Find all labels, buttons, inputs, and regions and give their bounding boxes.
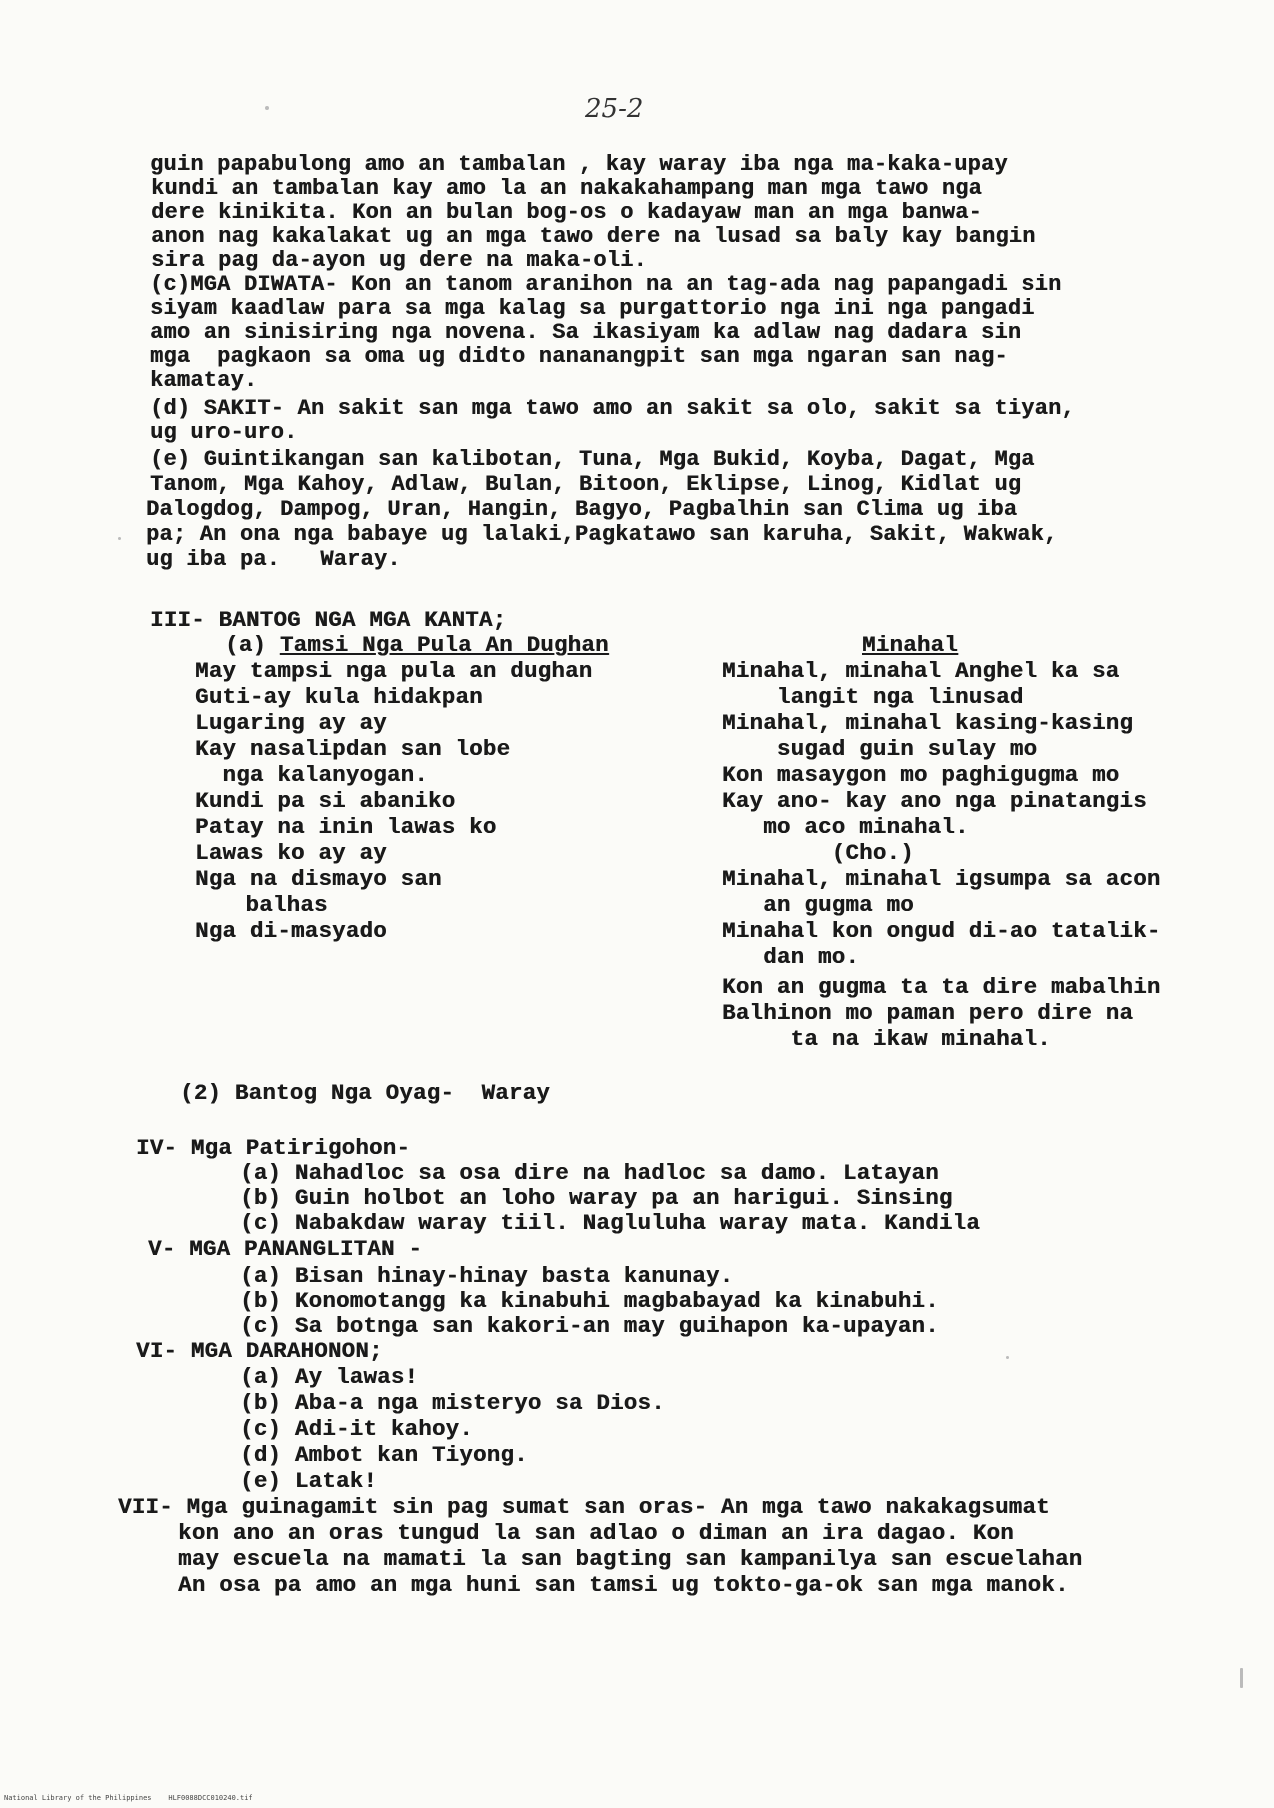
- song-b-line: langit nga linusad: [722, 684, 1024, 710]
- song-a-title-text: Tamsi Nga Pula An Dughan: [279, 632, 609, 658]
- song-b-title: Minahal: [862, 632, 958, 658]
- expression-item: (b) Aba-a nga misteryo sa Dios.: [240, 1390, 665, 1416]
- song-a-line: Guti-ay kula hidakpan: [195, 684, 483, 710]
- song-b-line: sugad guin sulay mo: [722, 736, 1038, 762]
- song-a-line: Patay na inin lawas ko: [195, 814, 497, 840]
- song-a-line: Kundi pa si abaniko: [195, 788, 456, 814]
- expressions-heading: VI- MGA DARAHONON;: [136, 1338, 383, 1364]
- song-b-line: mo aco minahal.: [722, 814, 969, 840]
- riddle-item: (a) Nahadloc sa osa dire na hadloc sa damo. Latayan: [240, 1160, 939, 1186]
- song-a-line: balhas: [218, 892, 328, 918]
- paragraph-line: mga pagkaon sa oma ug didto nananangpit san mga ngaran san nag-: [150, 344, 1008, 369]
- paragraph-line: ug iba pa. Waray.: [146, 547, 401, 572]
- expression-item: (e) Latak!: [240, 1468, 378, 1494]
- paragraph-line: sira pag da-ayon ug dere na maka-oli.: [151, 248, 647, 273]
- paragraph-line: Tanom, Mga Kahoy, Adlaw, Bulan, Bitoon, Eklipse, Linog, Kidlat ug: [150, 472, 1022, 497]
- paragraph-line: amo an sinisiring nga novena. Sa ikasiyam ka adlaw nag dadara sin: [150, 320, 1022, 345]
- song-a-line: Lawas ko ay ay: [195, 840, 387, 866]
- scan-speck: [1006, 1356, 1009, 1359]
- song-a-line: Nga di-masyado: [195, 918, 387, 944]
- scan-speck: [1240, 1668, 1243, 1688]
- paragraph-line: siyam kaadlaw para sa mga kalag sa purgattorio nga ini nga pangadi: [150, 296, 1035, 321]
- scan-speck: [118, 537, 121, 540]
- song-b-line: Minahal, minahal Anghel ka sa: [722, 658, 1120, 684]
- expression-item: (d) Ambot kan Tiyong.: [240, 1442, 528, 1468]
- scan-speck: [265, 106, 269, 110]
- proverb-item: (c) Sa botnga san kakori-an may guihapon ka-upayan.: [240, 1313, 939, 1339]
- song-a-line: Nga na dismayo san: [195, 866, 442, 892]
- proverb-item: (a) Bisan hinay-hinay basta kanunay.: [240, 1263, 734, 1289]
- song-a-line: Lugaring ay ay: [195, 710, 387, 736]
- song-b-line: Minahal kon ongud di-ao tatalik-: [722, 918, 1161, 944]
- paragraph-line: ug uro-uro.: [150, 420, 298, 445]
- song-b-line: Kon masaygon mo paghigugma mo: [722, 762, 1120, 788]
- expression-item: (a) Ay lawas!: [240, 1364, 419, 1390]
- expression-item: (c) Adi-it kahoy.: [240, 1416, 473, 1442]
- song-b-line: Kon an gugma ta ta dire mabalhin: [722, 974, 1161, 1000]
- song-b-line: an gugma mo: [722, 892, 914, 918]
- song-a-line: nga kalanyogan.: [195, 762, 428, 788]
- time-paragraph-line: An osa pa amo an mga huni san tamsi ug tokto-ga-ok san mga manok.: [178, 1572, 1069, 1598]
- paragraph-line: anon nag kakalakat ug an mga tawo dere na lusad sa baly kay bangin: [151, 224, 1036, 249]
- riddle-item: (b) Guin holbot an loho waray pa an harigui. Sinsing: [240, 1185, 953, 1211]
- song-b-line: Kay ano- kay ano nga pinatangis: [722, 788, 1147, 814]
- song-b-line: Minahal, minahal kasing-kasing: [722, 710, 1134, 736]
- song-a-title-prefix: (a): [225, 632, 280, 658]
- paragraph-line: Dalogdog, Dampog, Uran, Hangin, Bagyo, Pagbalhin san Clima ug iba: [146, 497, 1018, 522]
- paragraph-line: guin papabulong amo an tambalan , kay waray iba nga ma-kaka-upay: [150, 152, 1008, 177]
- song-a-line: May tampsi nga pula an dughan: [195, 658, 593, 684]
- song-a-title: [225, 632, 609, 658]
- time-paragraph-line: kon ano an oras tungud la san adlao o diman an ira dagao. Kon: [178, 1520, 1014, 1546]
- paragraph-line: (e) Guintikangan san kalibotan, Tuna, Mga Bukid, Koyba, Dagat, Mga: [150, 447, 1035, 472]
- songs-heading: III- BANTOG NGA MGA KANTA;: [150, 607, 507, 633]
- paragraph-line: (c)MGA DIWATA- Kon an tanom aranihon na an tag-ada nag papangadi sin: [150, 272, 1062, 297]
- song-b-line: Balhinon mo paman pero dire na: [722, 1000, 1134, 1026]
- time-paragraph-line: VII- Mga guinagamit sin pag sumat san oras- An mga tawo nakakagsumat: [118, 1494, 1050, 1520]
- paragraph-line: kamatay.: [150, 368, 258, 393]
- proverb-item: (b) Konomotangg ka kinabuhi magbabayad ka kinabuhi.: [240, 1288, 939, 1314]
- song-b-line: (Cho.): [722, 840, 914, 866]
- song-b-line: ta na ikaw minahal.: [722, 1026, 1051, 1052]
- footer-attribution: National Library of the Philippines HLF0088DCC010240.tif: [4, 1794, 253, 1802]
- paragraph-line: dere kinikita. Kon an bulan bog-os o kadayaw man an mga banwa-: [151, 200, 982, 225]
- song-b-line: dan mo.: [722, 944, 860, 970]
- paragraph-line: kundi an tambalan kay amo la an nakakahampang man mga tawo nga: [151, 176, 982, 201]
- riddle-item: (c) Nabakdaw waray tiil. Nagluluha waray mata. Kandila: [240, 1210, 980, 1236]
- paragraph-line: pa; An ona nga babaye ug lalaki,Pagkatawo san karuha, Sakit, Wakwak,: [146, 522, 1058, 547]
- song-b-line: Minahal, minahal igsumpa sa acon: [722, 866, 1161, 892]
- page-number: 25-2: [585, 94, 644, 124]
- proverbs-heading: V- MGA PANANGLITAN -: [148, 1236, 423, 1262]
- riddles-heading: IV- Mga Patirigohon-: [136, 1135, 411, 1161]
- song-a-line: Kay nasalipdan san lobe: [195, 736, 511, 762]
- paragraph-line: (d) SAKIT- An sakit san mga tawo amo an sakit sa olo, sakit sa tiyan,: [150, 396, 1075, 421]
- time-paragraph-line: may escuela na mamati la san bagting san kampanilya san escuelahan: [178, 1546, 1083, 1572]
- oyag-line: (2) Bantog Nga Oyag- Waray: [180, 1080, 550, 1106]
